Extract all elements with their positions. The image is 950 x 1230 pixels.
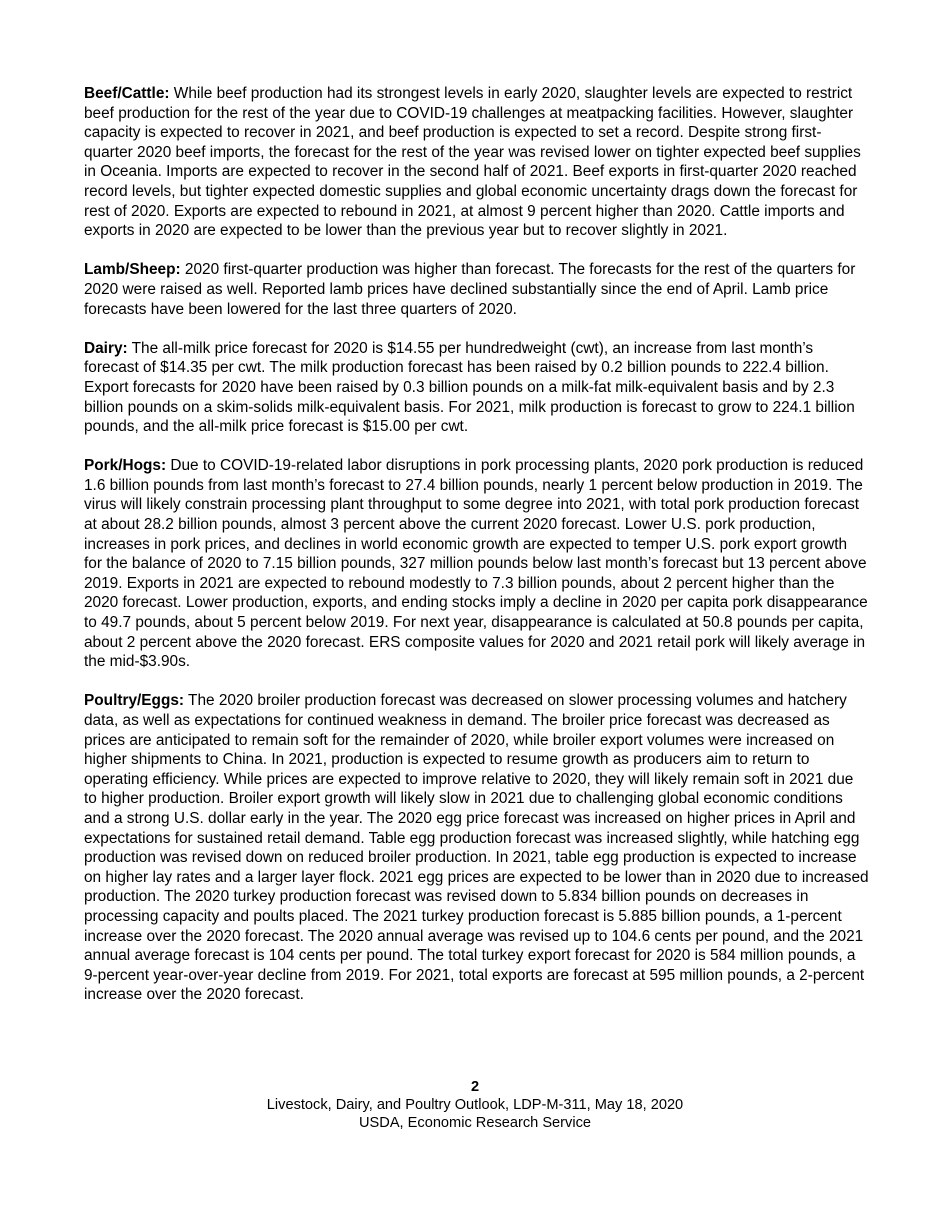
agency-name: USDA, Economic Research Service (359, 1115, 591, 1131)
document-body (84, 84, 869, 1025)
section-dairy (84, 339, 869, 437)
publication-citation: Livestock, Dairy, and Poultry Outlook, LDP-M-311, May 18, 2020 (266, 1097, 684, 1113)
section-heading: Poultry/Eggs: (84, 692, 185, 710)
section-lamb-sheep (84, 260, 869, 319)
section-heading: Pork/Hogs: (84, 457, 167, 475)
section-text: 2020 first-quarter production was higher than forecast. The forecasts for the rest of the quarters for 2020 were raised as well. Reported lamb prices have declined substantially since the end of April. Lamb price forecasts have been lowered for the last three quarters of 2020. (84, 261, 856, 318)
section-text: While beef production had its strongest levels in early 2020, slaughter levels are expected to restrict beef production for the rest of the year due to COVID-19 challenges at meatpacking facilities. However, slaughter capacity is expected to recover in 2021, and beef production is expected to set a record. Despite strong first-quarter 2020 beef imports, the forecast for the rest of the year was revised lower on tighter expected beef supplies in Oceania. Imports are expected to recover in the second half of 2021. Beef exports in first-quarter 2020 reached record levels, but tighter expected domestic supplies and global economic uncertainty drags down the forecast for rest of 2020. Exports are expected to rebound in 2021, at almost 9 percent higher than 2020. Cattle imports and exports in 2020 are expected to be lower than the previous year but to recover slightly in 2021. (84, 85, 861, 240)
page-number: 2 (470, 1079, 480, 1095)
section-heading: Lamb/Sheep: (84, 261, 181, 279)
page-footer (0, 1078, 950, 1132)
section-text: Due to COVID-19-related labor disruptions in pork processing plants, 2020 pork production is reduced 1.6 billion pounds from last month’s forecast to 27.4 billion pounds, nearly 1 percent below production in 2019. The virus will likely constrain processing plant throughput to some degree into 2021, with total pork production forecast at about 28.2 billion pounds, almost 3 percent above the current 2020 forecast. Lower U.S. pork production, increases in pork prices, and declines in world economic growth are expected to temper U.S. pork export growth for the balance of 2020 to 7.15 billion pounds, 327 million pounds below last month’s forecast but 13 percent above 2019. Exports in 2021 are expected to rebound modestly to 7.3 billion pounds, about 2 percent higher than the 2020 forecast. Lower production, exports, and ending stocks imply a decline in 2020 per capita pork disappearance to 49.7 pounds, about 5 percent below 2019. For next year, disappearance is calculated at 50.8 pounds per capita, about 2 percent above the 2020 forecast. ERS composite values for 2020 and 2021 retail pork will likely average in the mid-$3.90s. (84, 457, 868, 671)
section-text: The 2020 broiler production forecast was decreased on slower processing volumes and hatchery data, as well as expectations for continued weakness in demand. The broiler price forecast was decreased as prices are anticipated to remain soft for the remainder of 2020, while broiler export volumes were increased on higher shipments to China. In 2021, production is expected to resume growth as producers aim to return to operating efficiency. While prices are expected to improve relative to 2020, they will likely remain soft in 2021 due to higher production. Broiler export growth will likely slow in 2021 due to challenging global economic conditions and a strong U.S. dollar early in the year. The 2020 egg price forecast was increased on higher prices in April and expectations for sustained retail demand. Table egg production forecast was increased slightly, while hatching egg production was revised down on reduced broiler production. In 2021, table egg production is expected to increase on higher lay rates and a larger layer flock. 2021 egg prices are expected to be lower than in 2020 due to increased production. The 2020 turkey production forecast was revised down to 5.834 billion pounds on decreases in processing capacity and poults placed. The 2021 turkey production forecast is 5.885 billion pounds, a 1-percent increase over the 2020 forecast. The 2020 annual average was revised up to 104.6 cents per pound, and the 2021 annual average forecast is 104 cents per pound. The total turkey export forecast for 2020 is 584 million pounds, a 9-percent year-over-year decline from 2019. For 2021, total exports are forecast at 595 million pounds, a 2-percent increase over the 2020 forecast. (84, 692, 869, 1004)
section-heading: Beef/Cattle: (84, 85, 170, 102)
section-heading: Dairy: (84, 339, 128, 357)
section-pork-hogs (84, 456, 869, 672)
section-text: The all-milk price forecast for 2020 is $14.55 per hundredweight (cwt), an increase from last month’s forecast of $14.35 per cwt. The milk production forecast has been raised by 0.2 billion pounds to 222.4 billion. Export forecasts for 2020 have been raised by 0.3 billion pounds on a milk-fat milk-equivalent basis and by 2.3 billion pounds on a skim-solids milk-equivalent basis. For 2021, milk production is forecast to grow to 224.1 billion pounds, and the all-milk price forecast is $15.00 per cwt. (84, 339, 855, 436)
section-poultry-eggs (84, 691, 869, 1005)
section-beef-cattle (84, 84, 869, 241)
